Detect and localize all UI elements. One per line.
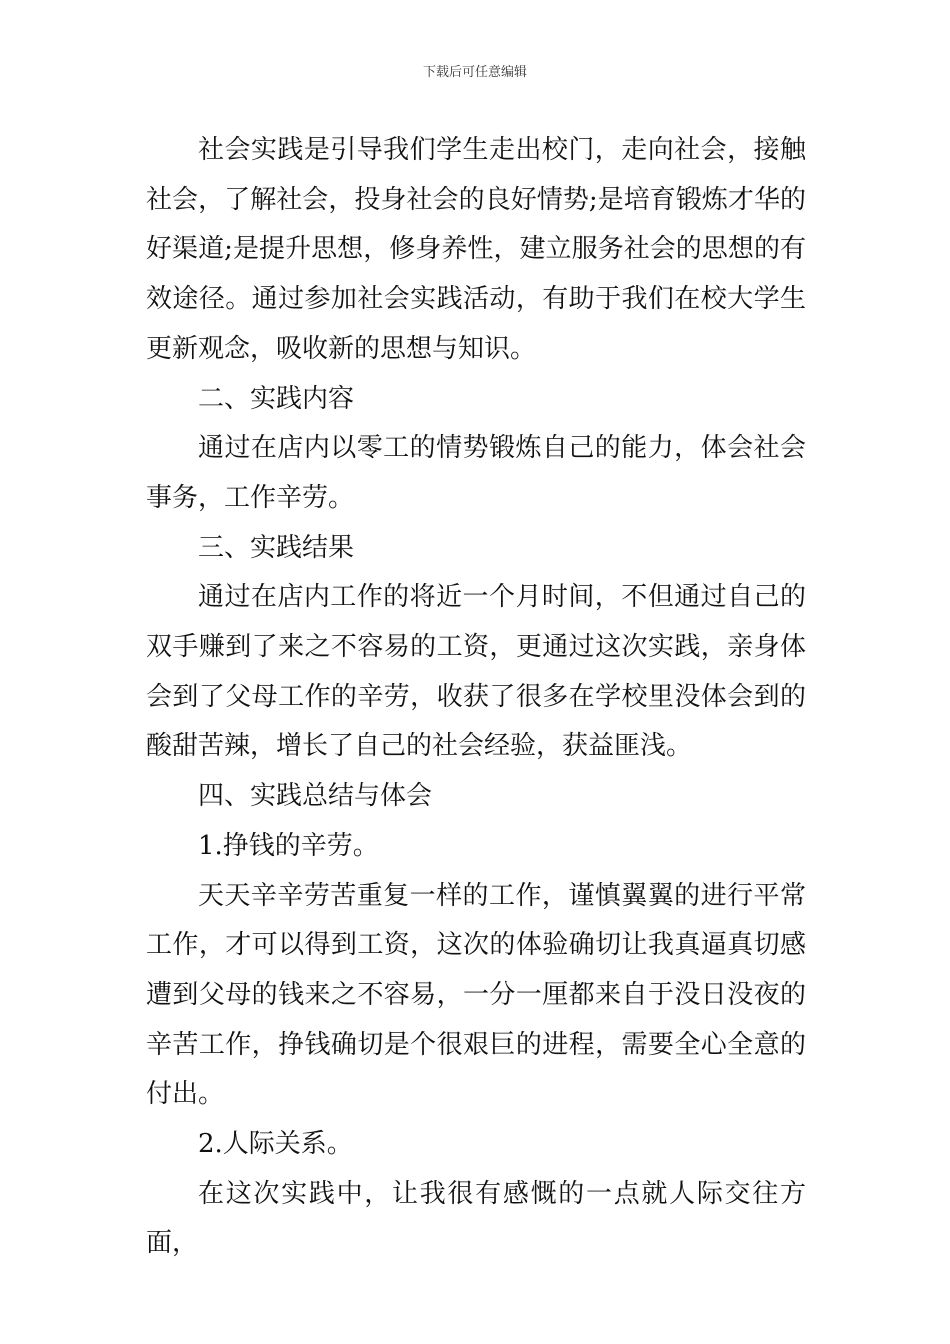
heading-practice-result: 三、实践结果 (198, 532, 355, 563)
heading-summary: 四、实践总结与体会 (198, 781, 433, 812)
subheading-relationships: 2.人际关系。 (198, 1129, 353, 1160)
paragraph-earning-money: 天天辛辛劳苦重复一样的工作，谨慎翼翼的进行平常工作，才可以得到工资，这次的体验确切让我真逼真切感遭到父母的钱来之不容易，一分一厘都来自于没日没夜的辛苦工作，挣钱确切是个很艰巨的进程，需要全心全意的付出。 (146, 880, 806, 1110)
paragraph-practice-result: 通过在店内工作的将近一个月时间，不但通过自己的双手赚到了来之不容易的工资，更通过这次实践，亲身体会到了父母工作的辛劳，收获了很多在学校里没体会到的酸甜苦辣，增长了自己的社会经验，获益匪浅。 (146, 582, 806, 762)
paragraph-intro: 社会实践是引导我们学生走出校门，走向社会，接触社会，了解社会，投身社会的良好情势;是培育锻炼才华的好渠道;是提升思想，修身养性，建立服务社会的思想的有效途径。通过参加社会实践活动，有助于我们在校大学生更新观念，吸收新的思想与知识。 (146, 135, 806, 364)
subheading-earning-money: 1.挣钱的辛劳。 (198, 830, 379, 861)
page-header: 下载后可任意编辑 (422, 65, 527, 80)
paragraph-practice-content: 通过在店内以零工的情势锻炼自己的能力，体会社会事务，工作辛劳。 (146, 433, 806, 513)
paragraph-relationships: 在这次实践中，让我很有感慨的一点就人际交往方面， (146, 1178, 806, 1259)
heading-practice-content: 二、实践内容 (198, 383, 355, 414)
document-body (146, 126, 806, 1269)
